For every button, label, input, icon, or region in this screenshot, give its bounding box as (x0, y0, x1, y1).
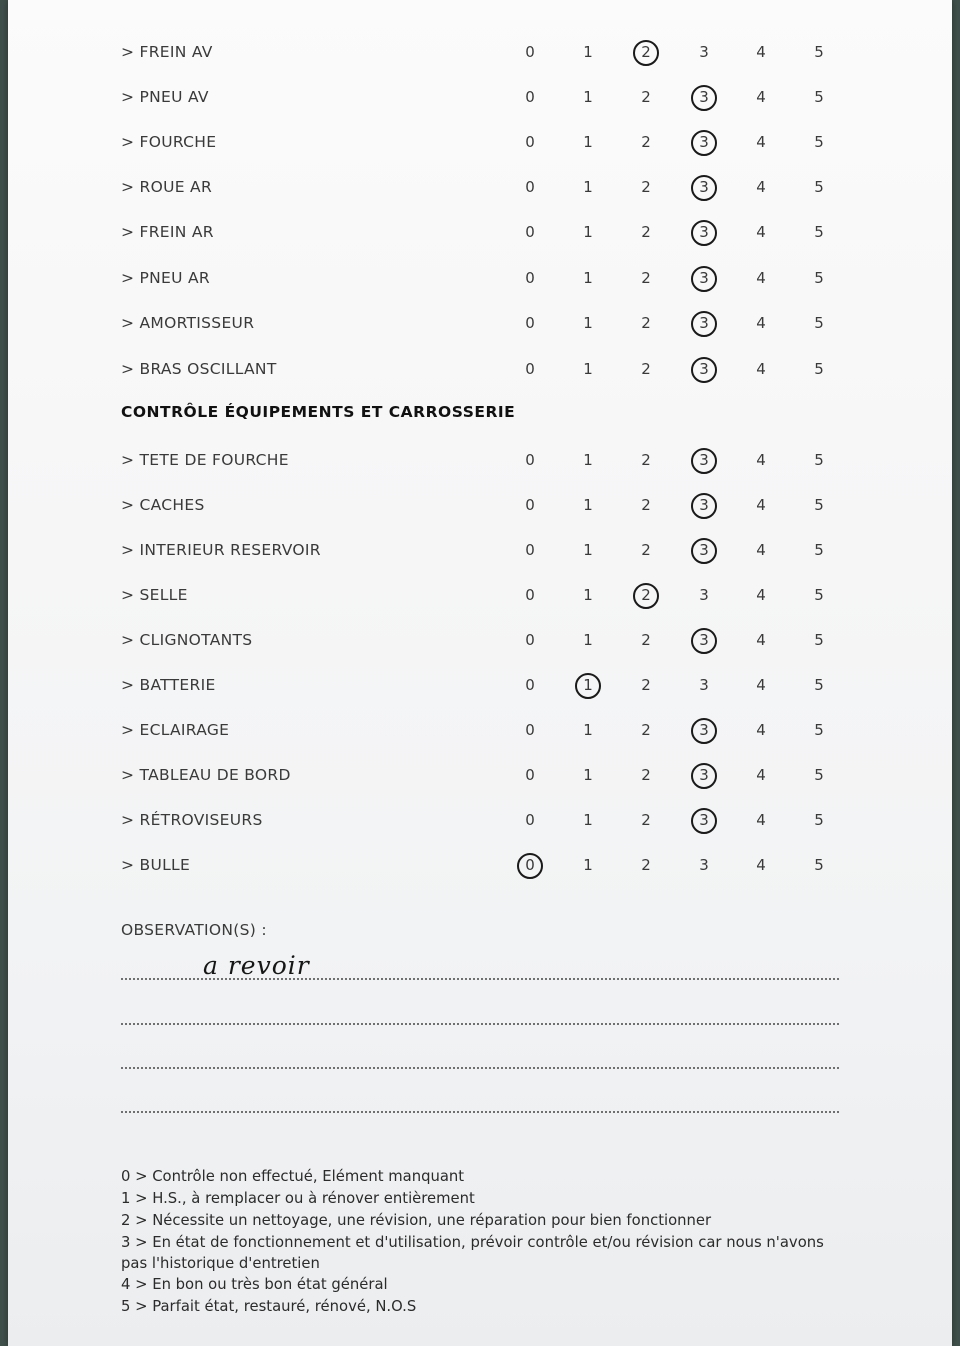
score-option-selected[interactable]: 3 (689, 308, 719, 338)
score-option[interactable]: 1 (583, 269, 593, 287)
observations-label: OBSERVATION(S) : (121, 921, 267, 939)
score-option[interactable]: 0 (525, 314, 535, 332)
score-option[interactable]: 1 (583, 541, 593, 559)
handwritten-observation: a revoir (203, 951, 310, 980)
check-row (8, 625, 952, 655)
score-option[interactable]: 5 (814, 631, 824, 649)
check-row (8, 127, 952, 157)
check-item-label: > PNEU AR (121, 269, 210, 287)
score-option[interactable]: 2 (641, 451, 651, 469)
check-item-label: > PNEU AV (121, 88, 209, 106)
score-option[interactable]: 0 (525, 631, 535, 649)
score-option[interactable]: 2 (641, 541, 651, 559)
score-option[interactable]: 4 (756, 541, 766, 559)
check-row (8, 172, 952, 202)
score-option[interactable]: 4 (756, 676, 766, 694)
score-option[interactable]: 4 (756, 43, 766, 61)
legend-item: 1 > H.S., à remplacer ou à rénover entièrement (121, 1190, 475, 1207)
score-option[interactable]: 1 (583, 88, 593, 106)
score-option[interactable]: 0 (525, 586, 535, 604)
score-option-selected[interactable]: 3 (689, 354, 719, 384)
score-option[interactable]: 1 (583, 856, 593, 874)
score-option[interactable]: 5 (814, 721, 824, 739)
check-item-label: > BATTERIE (121, 676, 216, 694)
score-option[interactable]: 1 (583, 721, 593, 739)
score-option-selected[interactable]: 3 (689, 625, 719, 655)
score-option[interactable]: 2 (641, 314, 651, 332)
check-row (8, 490, 952, 520)
score-option[interactable]: 0 (525, 269, 535, 287)
score-option[interactable]: 1 (583, 43, 593, 61)
legend-item: 3 > En état de fonctionnement et d'utilisation, prévoir contrôle et/ou révision car nous n'avons pas l'historique d'entretien (121, 1234, 824, 1272)
legend-item: 2 > Nécessite un nettoyage, une révision, une réparation pour bien fonctionner (121, 1212, 712, 1229)
score-option[interactable]: 4 (756, 496, 766, 514)
check-row (8, 805, 952, 835)
score-option[interactable]: 4 (756, 133, 766, 151)
score-option[interactable]: 0 (525, 811, 535, 829)
score-option[interactable]: 5 (814, 766, 824, 784)
score-option[interactable]: 1 (583, 496, 593, 514)
score-option[interactable]: 1 (583, 314, 593, 332)
check-item-label: > BULLE (121, 856, 191, 874)
score-option[interactable]: 5 (814, 586, 824, 604)
score-option[interactable]: 3 (699, 586, 709, 604)
score-option[interactable]: 1 (583, 766, 593, 784)
score-option[interactable]: 2 (641, 811, 651, 829)
score-option[interactable]: 5 (814, 314, 824, 332)
score-option-selected[interactable]: 0 (515, 850, 545, 880)
check-row (8, 850, 952, 880)
rating-legend (121, 1166, 841, 1318)
score-option[interactable]: 0 (525, 721, 535, 739)
check-row (8, 580, 952, 610)
section-title: CONTRÔLE ÉQUIPEMENTS ET CARROSSERIE (121, 403, 516, 421)
score-option-selected[interactable]: 3 (689, 217, 719, 247)
legend-item: 4 > En bon ou très bon état général (121, 1276, 388, 1293)
score-option[interactable]: 1 (583, 223, 593, 241)
score-option[interactable]: 2 (641, 631, 651, 649)
score-option[interactable]: 4 (756, 178, 766, 196)
check-row (8, 37, 952, 67)
score-option[interactable]: 2 (641, 269, 651, 287)
observation-line (121, 1023, 839, 1025)
score-option[interactable]: 2 (641, 223, 651, 241)
observation-line (121, 978, 839, 980)
check-item-label: > AMORTISSEUR (121, 314, 255, 332)
score-option[interactable]: 1 (583, 360, 593, 378)
check-row (8, 354, 952, 384)
score-option[interactable]: 0 (525, 766, 535, 784)
score-option-selected[interactable]: 2 (631, 580, 661, 610)
score-option[interactable]: 5 (814, 676, 824, 694)
score-option[interactable]: 0 (525, 676, 535, 694)
check-item-label: > CLIGNOTANTS (121, 631, 253, 649)
score-option[interactable]: 4 (756, 721, 766, 739)
score-option-selected[interactable]: 3 (689, 82, 719, 112)
score-option[interactable]: 5 (814, 133, 824, 151)
check-item-label: > CACHES (121, 496, 205, 514)
observation-line (121, 1111, 839, 1113)
score-option-selected[interactable]: 3 (689, 263, 719, 293)
score-option[interactable]: 0 (525, 133, 535, 151)
score-option[interactable]: 4 (756, 856, 766, 874)
score-option[interactable]: 1 (583, 811, 593, 829)
score-option-selected[interactable]: 3 (689, 535, 719, 565)
score-option-selected[interactable]: 3 (689, 445, 719, 475)
score-option[interactable]: 4 (756, 88, 766, 106)
score-option[interactable]: 1 (583, 631, 593, 649)
score-option-selected[interactable]: 3 (689, 490, 719, 520)
check-item-label: > FOURCHE (121, 133, 217, 151)
score-option[interactable]: 3 (699, 43, 709, 61)
score-option[interactable]: 4 (756, 269, 766, 287)
score-option[interactable]: 2 (641, 676, 651, 694)
score-option-selected[interactable]: 1 (573, 670, 603, 700)
score-option-selected[interactable]: 3 (689, 172, 719, 202)
score-option[interactable]: 4 (756, 766, 766, 784)
check-item-label: > ROUE AR (121, 178, 213, 196)
check-row (8, 82, 952, 112)
score-option[interactable]: 4 (756, 360, 766, 378)
score-option-selected[interactable]: 3 (689, 127, 719, 157)
score-option[interactable]: 0 (525, 541, 535, 559)
score-option[interactable]: 0 (525, 451, 535, 469)
score-option[interactable]: 5 (814, 269, 824, 287)
score-option[interactable]: 0 (525, 496, 535, 514)
score-option[interactable]: 5 (814, 178, 824, 196)
score-option[interactable]: 5 (814, 451, 824, 469)
score-option[interactable]: 2 (641, 721, 651, 739)
score-option[interactable]: 5 (814, 496, 824, 514)
score-option[interactable]: 2 (641, 133, 651, 151)
score-option[interactable]: 1 (583, 178, 593, 196)
inspection-sheet (8, 0, 952, 1346)
legend-item: 0 > Contrôle non effectué, Elément manquant (121, 1168, 465, 1185)
score-option[interactable]: 2 (641, 856, 651, 874)
score-option[interactable]: 3 (699, 676, 709, 694)
check-row (8, 308, 952, 338)
check-row (8, 263, 952, 293)
score-option[interactable]: 5 (814, 88, 824, 106)
check-item-label: > SELLE (121, 586, 188, 604)
score-option[interactable]: 5 (814, 43, 824, 61)
score-option[interactable]: 1 (583, 586, 593, 604)
score-option[interactable]: 5 (814, 811, 824, 829)
check-row (8, 760, 952, 790)
score-option[interactable]: 0 (525, 223, 535, 241)
score-option[interactable]: 0 (525, 43, 535, 61)
check-item-label: > BRAS OSCILLANT (121, 360, 277, 378)
score-option[interactable]: 3 (699, 856, 709, 874)
score-option[interactable]: 0 (525, 178, 535, 196)
check-item-label: > TABLEAU DE BORD (121, 766, 291, 784)
score-option[interactable]: 0 (525, 88, 535, 106)
check-row (8, 715, 952, 745)
check-item-label: > RÉTROVISEURS (121, 811, 263, 829)
score-option[interactable]: 5 (814, 360, 824, 378)
score-option-selected[interactable]: 2 (631, 37, 661, 67)
score-option[interactable]: 5 (814, 541, 824, 559)
score-option[interactable]: 4 (756, 451, 766, 469)
score-option[interactable]: 2 (641, 360, 651, 378)
score-option[interactable]: 2 (641, 496, 651, 514)
check-item-label: > TETE DE FOURCHE (121, 451, 289, 469)
score-option[interactable]: 2 (641, 766, 651, 784)
score-option[interactable]: 4 (756, 223, 766, 241)
legend-item: 5 > Parfait état, restauré, rénové, N.O.S (121, 1298, 417, 1315)
score-option[interactable]: 4 (756, 586, 766, 604)
score-option[interactable]: 1 (583, 133, 593, 151)
score-option[interactable]: 2 (641, 178, 651, 196)
check-item-label: > FREIN AR (121, 223, 214, 241)
score-option[interactable]: 4 (756, 631, 766, 649)
check-item-label: > ECLAIRAGE (121, 721, 230, 739)
score-option[interactable]: 4 (756, 314, 766, 332)
check-row (8, 535, 952, 565)
score-option[interactable]: 1 (583, 451, 593, 469)
check-item-label: > INTERIEUR RESERVOIR (121, 541, 321, 559)
score-option[interactable]: 0 (525, 360, 535, 378)
check-item-label: > FREIN AV (121, 43, 213, 61)
score-option-selected[interactable]: 3 (689, 760, 719, 790)
score-option[interactable]: 2 (641, 88, 651, 106)
score-option[interactable]: 4 (756, 811, 766, 829)
score-option[interactable]: 5 (814, 223, 824, 241)
score-option[interactable]: 5 (814, 856, 824, 874)
score-option-selected[interactable]: 3 (689, 805, 719, 835)
check-row (8, 445, 952, 475)
observation-line (121, 1067, 839, 1069)
score-option-selected[interactable]: 3 (689, 715, 719, 745)
check-row (8, 217, 952, 247)
check-row (8, 670, 952, 700)
